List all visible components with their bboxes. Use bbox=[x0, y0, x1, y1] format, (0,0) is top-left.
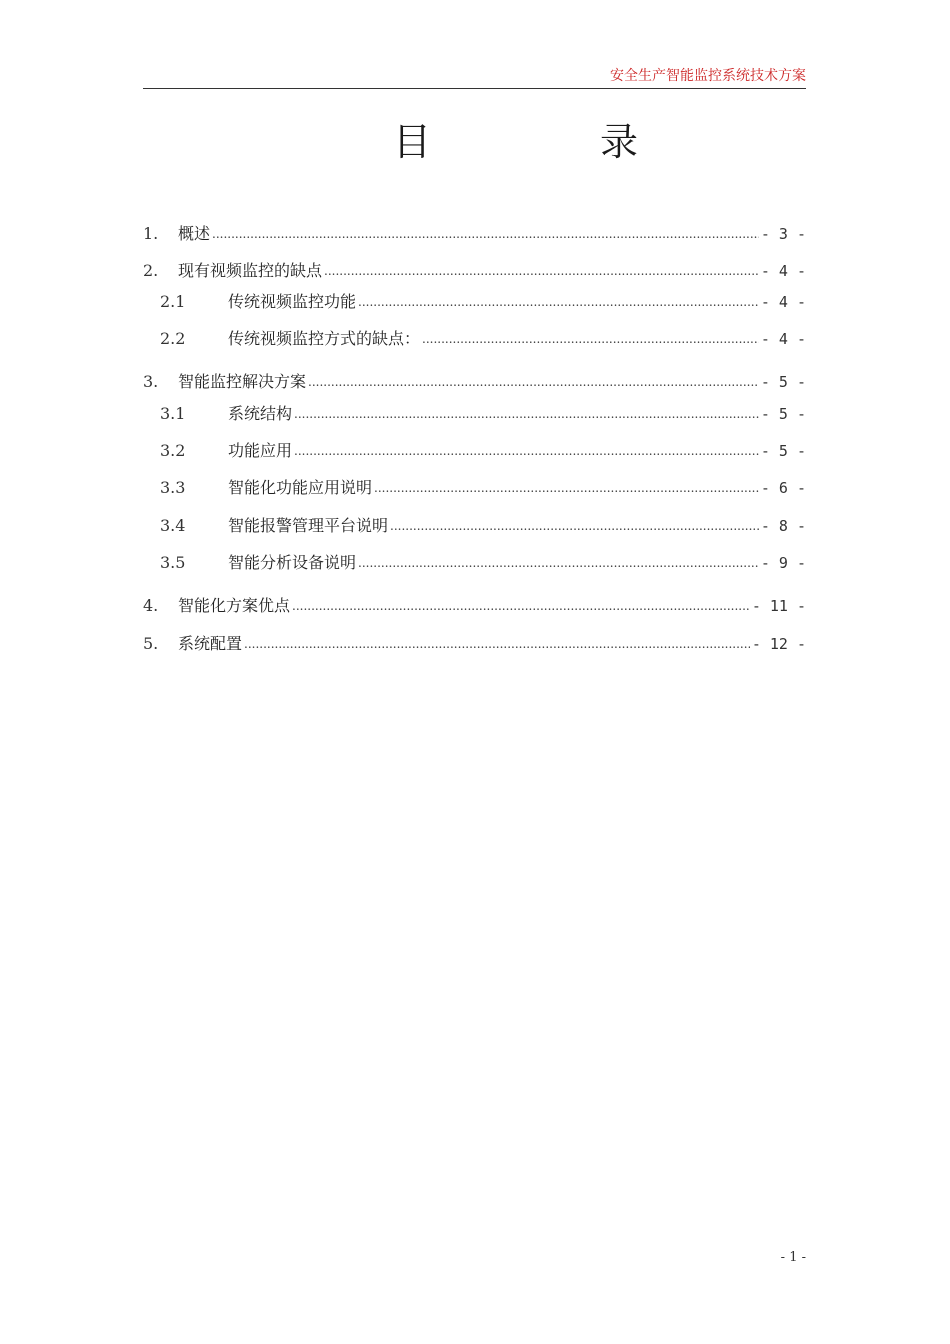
toc-entry-number: 3. bbox=[143, 372, 159, 391]
toc-entry-label: 智能分析设备说明 bbox=[228, 553, 357, 572]
toc-entry-label: 传统视频监控方式的缺点： bbox=[228, 329, 421, 348]
toc-entry-number: 3.1 bbox=[160, 404, 186, 423]
toc-leader-dots bbox=[294, 439, 759, 463]
toc-entry-page: - 8 - bbox=[760, 517, 806, 535]
toc-entry-page: - 5 - bbox=[760, 442, 806, 460]
toc-subentry[interactable] bbox=[143, 439, 806, 463]
toc-entry-number: 3.5 bbox=[160, 553, 186, 572]
toc-subentry[interactable] bbox=[143, 514, 806, 538]
toc-entry-label: 现有视频监控的缺点 bbox=[178, 261, 323, 280]
toc-entry-page: - 9 - bbox=[760, 554, 806, 572]
toc-leader-dots bbox=[244, 632, 750, 656]
toc-leader-dots bbox=[374, 476, 759, 500]
toc-entry[interactable] bbox=[143, 370, 806, 394]
toc-entry-number: 4. bbox=[143, 596, 159, 615]
toc-leader-dots bbox=[212, 222, 759, 246]
toc-entry-label: 智能化功能应用说明 bbox=[228, 478, 373, 497]
toc-entry-number: 1. bbox=[143, 224, 159, 243]
toc-entry-label: 智能化方案优点 bbox=[178, 596, 291, 615]
toc-subentry[interactable] bbox=[143, 290, 806, 314]
toc-entry-page: - 5 - bbox=[760, 373, 806, 391]
toc-leader-dots bbox=[358, 551, 759, 575]
toc-entry-page: - 6 - bbox=[760, 479, 806, 497]
toc-entry-label: 概述 bbox=[178, 224, 211, 243]
toc-entry[interactable] bbox=[143, 222, 806, 246]
toc-entry-page: - 4 - bbox=[760, 330, 806, 348]
toc-title-char-1: 目 bbox=[393, 120, 432, 164]
toc-leader-dots bbox=[390, 514, 759, 538]
toc-entry[interactable] bbox=[143, 632, 806, 656]
running-header: 安全生产智能监控系统技术方案 bbox=[610, 68, 806, 84]
toc-entry-number: 3.2 bbox=[160, 441, 186, 460]
toc-leader-dots bbox=[292, 594, 750, 618]
toc-leader-dots bbox=[324, 259, 759, 283]
toc-entry-label: 智能监控解决方案 bbox=[178, 372, 307, 391]
toc-entry-page: - 5 - bbox=[760, 405, 806, 423]
toc-entry[interactable] bbox=[143, 259, 806, 283]
toc-entry-number: 2. bbox=[143, 261, 159, 280]
toc-leader-dots bbox=[294, 402, 759, 426]
toc-entry-label: 传统视频监控功能 bbox=[228, 292, 357, 311]
footer-page-number: - 1 - bbox=[780, 1250, 806, 1265]
toc-leader-dots bbox=[358, 290, 759, 314]
toc-entry[interactable] bbox=[143, 594, 806, 618]
toc-entry-number: 2.2 bbox=[160, 329, 186, 348]
toc-entry-number: 5. bbox=[143, 634, 159, 653]
toc-entry-label: 系统配置 bbox=[178, 634, 243, 653]
toc-entry-label: 智能报警管理平台说明 bbox=[228, 516, 389, 535]
toc-entry-page: - 4 - bbox=[760, 293, 806, 311]
toc-entry-label: 功能应用 bbox=[228, 441, 293, 460]
toc-entry-page: - 4 - bbox=[760, 262, 806, 280]
toc-entry-label: 系统结构 bbox=[228, 404, 293, 423]
header-rule bbox=[143, 88, 806, 89]
toc-entry-number: 3.4 bbox=[160, 516, 186, 535]
toc-title-char-2: 录 bbox=[600, 120, 639, 164]
toc-subentry[interactable] bbox=[143, 476, 806, 500]
toc-subentry[interactable] bbox=[143, 551, 806, 575]
toc-entry-page: - 12 - bbox=[751, 635, 806, 653]
toc-entry-number: 2.1 bbox=[160, 292, 186, 311]
toc-entry-page: - 3 - bbox=[760, 225, 806, 243]
toc-leader-dots bbox=[422, 327, 759, 351]
toc-subentry[interactable] bbox=[143, 327, 806, 351]
toc-entry-page: - 11 - bbox=[751, 597, 806, 615]
toc-entry-number: 3.3 bbox=[160, 478, 186, 497]
toc-leader-dots bbox=[308, 370, 759, 394]
toc-title bbox=[143, 112, 806, 172]
toc-subentry[interactable] bbox=[143, 402, 806, 426]
